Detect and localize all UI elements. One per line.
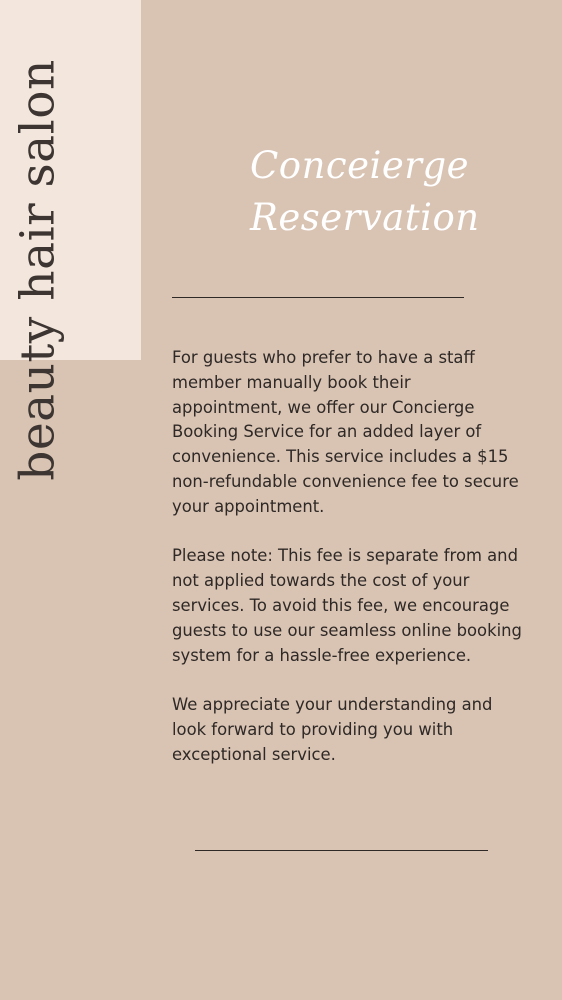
top-divider (172, 297, 464, 298)
policy-paragraph-3: We appreciate your understanding and look forward to providing you with exceptional service. (172, 695, 493, 764)
title-line-1: Conceierge (250, 144, 470, 187)
policy-text (172, 346, 522, 768)
bottom-divider (195, 850, 488, 851)
policy-paragraph-1: For guests who prefer to have a staff member manually book their appointment, we offer our Concierge Booking Service for an added layer of convenience. This service includes a $15 non-refundable convenience fee to secure your appointment. (172, 348, 519, 516)
title-line-2: Reservation (250, 196, 480, 239)
brand-vertical-text: beauty hair salon (10, 59, 66, 481)
policy-paragraph-2: Please note: This fee is separate from and not applied towards the cost of your services. To avoid this fee, we encourage guests to use our seamless online booking system for a hassle-free experience. (172, 546, 522, 665)
page-title (250, 140, 480, 244)
